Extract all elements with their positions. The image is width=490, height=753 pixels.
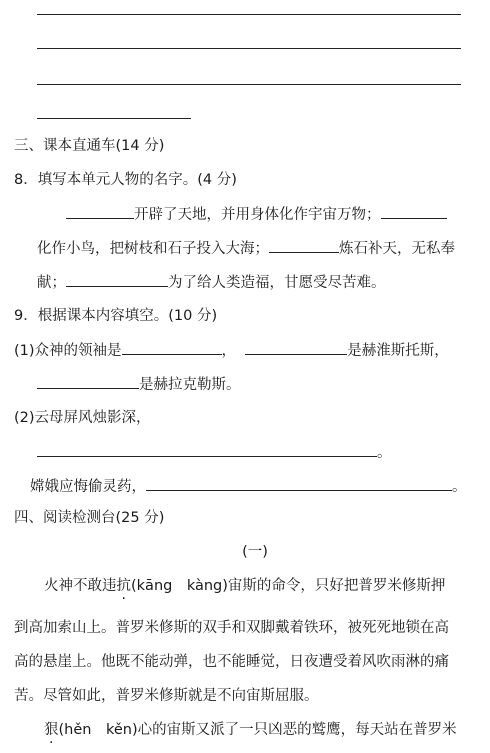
passage-line-4: 苦。尽管如此，普罗米修斯就是不向宙斯屈服。 bbox=[14, 688, 319, 704]
blank-q8-3[interactable] bbox=[269, 238, 339, 253]
question-8-line-2: 化作小鸟，把树枝和石子投入大海； 炼石补天，无私奉 bbox=[37, 238, 455, 259]
question-9-part-2-line-1: (2)云母屏风烛影深， bbox=[14, 410, 151, 426]
blank-q9-2[interactable] bbox=[245, 340, 347, 355]
blank-q9-3[interactable] bbox=[37, 374, 139, 389]
passage-line-3: 高的悬崖上。他既不能动弹，也不能睡觉，日夜遭受着风吹雨淋的痛 bbox=[14, 654, 449, 670]
answer-line-2 bbox=[37, 48, 461, 49]
passage-line-2: 到高加索山上。普罗米修斯的双手和双脚戴着铁环，被死死地锁在高 bbox=[14, 620, 449, 636]
question-9-part-1-line-1: (1)众神的领袖是 ， 是赫淮斯托斯， bbox=[14, 340, 449, 361]
passage-part-label: (一) bbox=[242, 544, 268, 560]
question-8-title: 8．填写本单元人物的名字。(4 分) bbox=[14, 172, 237, 188]
question-9-title: 9．根据课本内容填空。(10 分) bbox=[14, 308, 218, 324]
dotted-char-hen: 狠 bbox=[44, 722, 59, 738]
dotted-char-kang: 抗 bbox=[116, 578, 131, 594]
question-9-part-1-line-2: 是赫拉克勒斯。 bbox=[37, 374, 241, 395]
section-4-heading: 四、阅读检测台(25 分) bbox=[14, 510, 165, 526]
blank-q9-4[interactable] bbox=[37, 442, 377, 457]
question-9-part-2-line-3: 嫦娥应悔偷灵药， 。 bbox=[30, 476, 467, 497]
question-8-line-1: 开辟了天地，并用身体化作宇宙万物； bbox=[66, 204, 447, 225]
section-3-heading: 三、课本直通车(14 分) bbox=[14, 138, 165, 154]
answer-line-4 bbox=[37, 118, 191, 119]
passage-line-1: 火神不敢违抗(kāng kàng)宙斯的命令，只好把普罗米修斯押 bbox=[44, 578, 446, 594]
blank-q9-1[interactable] bbox=[122, 340, 222, 355]
passage-line-5: 狠(hěn kěn)心的宙斯又派了一只凶恶的鹫鹰，每天站在普罗米 bbox=[44, 722, 457, 738]
blank-q9-5[interactable] bbox=[146, 476, 452, 491]
answer-line-3 bbox=[37, 84, 461, 85]
blank-q8-1[interactable] bbox=[66, 204, 134, 219]
question-8-line-3: 献； 为了给人类造福，甘愿受尽苦难。 bbox=[37, 272, 386, 293]
blank-q8-2[interactable] bbox=[381, 204, 447, 219]
answer-line-1 bbox=[37, 14, 461, 15]
question-9-part-2-line-2: 。 bbox=[37, 442, 392, 463]
blank-q8-4[interactable] bbox=[66, 272, 168, 287]
